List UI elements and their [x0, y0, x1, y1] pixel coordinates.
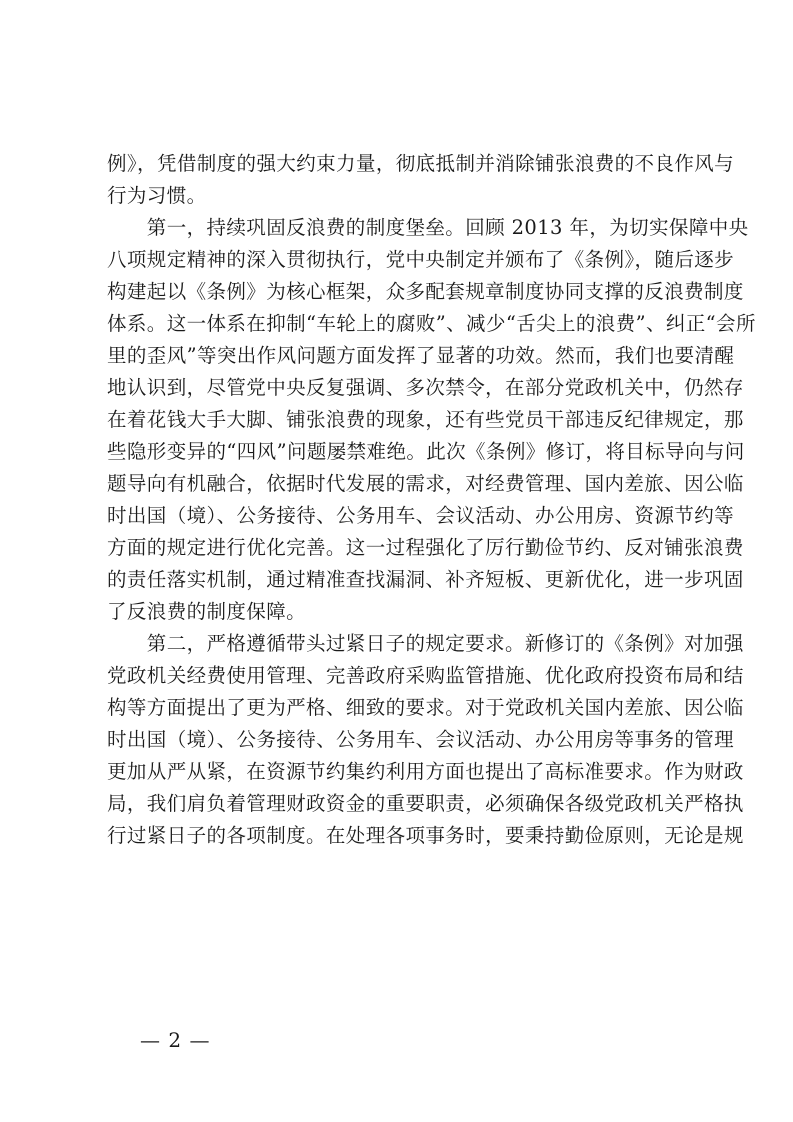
text-line: 更加从严从紧，在资源节约集约利用方面也提出了高标准要求。作为财政: [107, 760, 744, 783]
text-line: 里的歪风”等突出作风问题方面发挥了显著的功效。然而，我们也要清醒: [107, 344, 735, 367]
page-number: — 2 —: [140, 1028, 211, 1052]
paragraph-second: [107, 628, 744, 852]
text-line: 些隐形变异的“四风”问题屡禁难绝。此次《条例》修订，将目标导向与问: [107, 440, 745, 463]
text-line: 局，我们肩负着管理财政资金的重要职责，必须确保各级党政机关严格执: [107, 792, 744, 815]
text-line: 时出国（境）、公务接待、公务用车、会议活动、办公用房等事务的管理: [107, 728, 735, 751]
text-line: 了反浪费的制度保障。: [107, 600, 307, 623]
paragraph-first: [107, 212, 756, 628]
text-line: 构建起以《条例》为核心框架，众多配套规章制度协同支撑的反浪费制度: [107, 280, 744, 303]
text-line: 党政机关经费使用管理、完善政府采购监管措施、优化政府投资布局和结: [107, 664, 744, 687]
text-line: 八项规定精神的深入贯彻执行，党中央制定并颁布了《条例》，随后逐步: [107, 248, 735, 271]
text-line: 第二，严格遵循带头过紧日子的规定要求。新修订的《条例》对加强: [107, 632, 744, 655]
text-line: 方面的规定进行优化完善。这一过程强化了厉行勤俭节约、反对铺张浪费: [107, 536, 744, 559]
text-line: 地认识到，尽管党中央反复强调、多次禁令，在部分党政机关中，仍然存: [107, 376, 744, 399]
text-line: 行过紧日子的各项制度。在处理各项事务时，要秉持勤俭原则，无论是规: [107, 824, 744, 847]
body-text: [107, 148, 756, 852]
text-line: 的责任落实机制，通过精准查找漏洞、补齐短板、更新优化，进一步巩固: [107, 568, 744, 591]
text-line: 题导向有机融合，依据时代发展的需求，对经费管理、国内差旅、因公临: [107, 472, 744, 495]
text-line: 构等方面提出了更为严格、细致的要求。对于党政机关国内差旅、因公临: [107, 696, 744, 719]
text-line: 体系。这一体系在抑制“车轮上的腐败”、减少“舌尖上的浪费”、纠正“会所: [107, 312, 756, 335]
text-line: 例》，凭借制度的强大约束力量，彻底抵制并消除铺张浪费的不良作风与: [107, 152, 735, 175]
text-line: 时出国（境）、公务接待、公务用车、会议活动、办公用房、资源节约等: [107, 504, 735, 527]
paragraph-continuation: [107, 148, 735, 212]
text-line: 第一，持续巩固反浪费的制度堡垒。回顾 2013 年，为切实保障中央: [107, 216, 749, 239]
text-line: 在着花钱大手大脚、铺张浪费的现象，还有些党员干部违反纪律规定，那: [107, 408, 744, 431]
text-line: 行为习惯。: [107, 184, 207, 207]
